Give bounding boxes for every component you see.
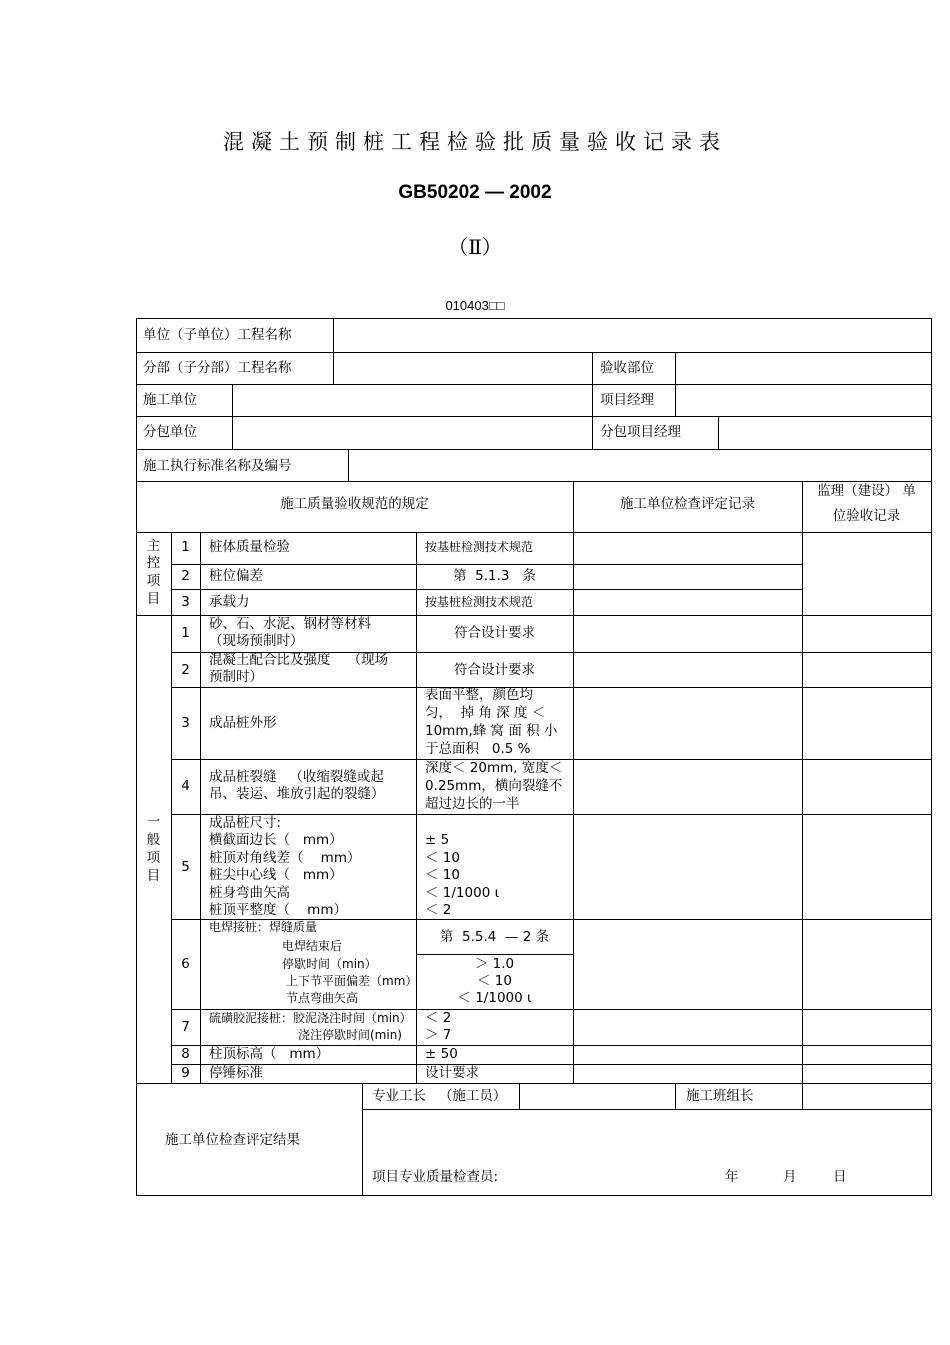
general-item-name: （现场预制时） bbox=[209, 633, 304, 649]
general-item-name: 停锤标准 bbox=[209, 1065, 263, 1081]
inspector-label: 项目专业质量检查员: bbox=[372, 1169, 499, 1185]
general-item-no: 5 bbox=[181, 859, 190, 875]
general-item-req: ＜ 10 bbox=[425, 850, 460, 866]
general-item-name: 桩身弯曲矢高 bbox=[209, 885, 290, 901]
general-item-req: 深度＜ 20mm, 宽度＜ bbox=[425, 760, 563, 776]
general-item-name: 电焊结束后 bbox=[282, 939, 343, 953]
general-item-no: 4 bbox=[181, 778, 190, 794]
general-item-no: 7 bbox=[181, 1019, 190, 1035]
general-item-no: 9 bbox=[181, 1065, 190, 1081]
general-item-name: 吊、装运、堆放引起的裂缝） bbox=[209, 786, 385, 802]
main-group-char: 主 bbox=[146, 538, 161, 554]
general-item-no: 6 bbox=[181, 956, 190, 972]
result-label: 施工单位检查评定结果 bbox=[165, 1132, 300, 1148]
general-item-req: ＜ 1/1000 ι bbox=[457, 990, 532, 1006]
general-item-name: 混凝土配合比及强度 （现场 bbox=[209, 652, 389, 668]
general-group-char: 一 bbox=[146, 814, 161, 830]
standard-code: GB50202 — 2002 bbox=[398, 182, 552, 203]
general-item-name: 柱顶标高（ mm） bbox=[209, 1046, 330, 1062]
general-item-req: 0.25mm，横向裂缝不 bbox=[425, 778, 563, 794]
general-item-name: 浇注停歇时间(min) bbox=[298, 1028, 402, 1042]
general-item-name: 停歇时间（min） bbox=[282, 957, 377, 971]
general-group-char: 般 bbox=[146, 832, 161, 848]
general-item-name: 成品桩裂缝 （收缩裂缝或起 bbox=[209, 769, 384, 785]
general-item-no: 1 bbox=[181, 625, 190, 641]
general-item-req: ＜ 1/1000 ι bbox=[425, 885, 500, 901]
accept-part-label: 验收部位 bbox=[600, 360, 654, 376]
general-item-req: 第 5.5.4 — 2 条 bbox=[439, 929, 550, 945]
general-item-req: ＞ 7 bbox=[425, 1027, 452, 1043]
general-item-name: 成品桩外形 bbox=[209, 715, 277, 731]
general-item-name: 砂、石、水泥、钢材等材料 bbox=[209, 616, 371, 632]
general-item-req: ＜ 2 bbox=[425, 902, 452, 918]
general-item-req: ＜ 2 bbox=[425, 1010, 452, 1026]
general-item-name: 横截面边长（ mm） bbox=[209, 832, 343, 848]
main-item-req: 按基桩检测技术规范 bbox=[425, 595, 534, 609]
project-manager-label: 项目经理 bbox=[600, 392, 654, 408]
main-group-char: 项 bbox=[146, 573, 161, 589]
date-day: 日 bbox=[833, 1169, 847, 1185]
unit-project-label: 单位（子单位）工程名称 bbox=[143, 327, 292, 343]
general-item-no: 2 bbox=[181, 662, 190, 678]
spec-header: 施工质量验收规范的规定 bbox=[280, 496, 429, 512]
general-item-req: 匀， 掉 角 深 度 ＜ bbox=[425, 705, 546, 721]
general-item-name: 硫磺胶泥接桩：胶泥浇注时间（min） bbox=[209, 1011, 412, 1025]
main-item-req: 第 5.1.3 条 bbox=[453, 568, 536, 584]
general-item-req: 符合设计要求 bbox=[454, 662, 535, 678]
supervise-header-line1: 监理（建设） 单 bbox=[817, 483, 916, 499]
general-item-req: 超过边长的一半 bbox=[425, 796, 520, 812]
foreman-label: 专业工长 （施工员） bbox=[372, 1088, 507, 1104]
sub-manager-label: 分包项目经理 bbox=[600, 424, 681, 440]
general-item-req: 表面平整，颜色均 bbox=[425, 687, 533, 703]
general-item-name: 成品桩尺寸: bbox=[209, 815, 282, 831]
check-header: 施工单位检查评定记录 bbox=[620, 496, 755, 512]
general-item-req: 设计要求 bbox=[425, 1065, 479, 1081]
general-item-req: ± 5 bbox=[425, 832, 450, 848]
main-item-no: 2 bbox=[181, 568, 190, 584]
main-item-no: 3 bbox=[181, 594, 190, 610]
general-group-char: 目 bbox=[146, 868, 161, 884]
main-item-no: 1 bbox=[181, 539, 190, 555]
general-item-no: 3 bbox=[181, 715, 190, 731]
general-item-name: 桩顶对角线差（ mm） bbox=[209, 850, 361, 866]
general-group-char: 项 bbox=[146, 850, 161, 866]
general-item-req: ± 50 bbox=[425, 1046, 458, 1062]
general-item-req: 于总面积 0.5 % bbox=[425, 741, 531, 757]
standard-name-label: 施工执行标准名称及编号 bbox=[143, 458, 292, 474]
date-month: 月 bbox=[783, 1169, 797, 1185]
general-item-req: ＜ 10 bbox=[477, 973, 512, 989]
form-code: 010403□□ bbox=[445, 298, 505, 313]
general-item-req: ＜ 10 bbox=[425, 867, 460, 883]
general-item-req: 10mm,蜂 窝 面 积 小 bbox=[425, 723, 558, 739]
general-item-req: ＞ 1.0 bbox=[474, 956, 515, 972]
subcontractor-label: 分包单位 bbox=[143, 424, 197, 440]
form-subtitle: （Ⅱ） bbox=[448, 235, 502, 259]
builder-label: 施工单位 bbox=[143, 392, 197, 408]
general-item-name: 桩顶平整度（ mm） bbox=[209, 902, 347, 918]
date-year: 年 bbox=[725, 1169, 739, 1185]
general-item-name: 节点弯曲矢高 bbox=[286, 991, 359, 1005]
supervise-header-line2: 位验收记录 bbox=[832, 508, 901, 524]
main-item-name: 承载力 bbox=[209, 594, 250, 610]
main-item-name: 桩位偏差 bbox=[209, 568, 263, 584]
main-item-name: 桩体质量检验 bbox=[209, 539, 290, 555]
general-item-name: 上下节平面偏差（mm） bbox=[286, 974, 418, 988]
sub-project-label: 分部（子分部）工程名称 bbox=[143, 360, 292, 376]
general-item-no: 8 bbox=[181, 1046, 190, 1062]
general-item-req: 符合设计要求 bbox=[454, 625, 535, 641]
form-title: 混凝土预制桩工程检验批质量验收记录表 bbox=[223, 130, 727, 154]
general-item-name: 桩尖中心线（ mm） bbox=[209, 867, 343, 883]
team-leader-label: 施工班组长 bbox=[686, 1088, 754, 1104]
main-item-req: 按基桩检测技术规范 bbox=[425, 540, 534, 554]
general-item-name: 电焊接桩：焊缝质量 bbox=[209, 920, 318, 934]
main-group-char: 控 bbox=[146, 555, 161, 571]
main-group-char: 目 bbox=[146, 591, 161, 607]
general-item-name: 预制时） bbox=[209, 669, 263, 685]
